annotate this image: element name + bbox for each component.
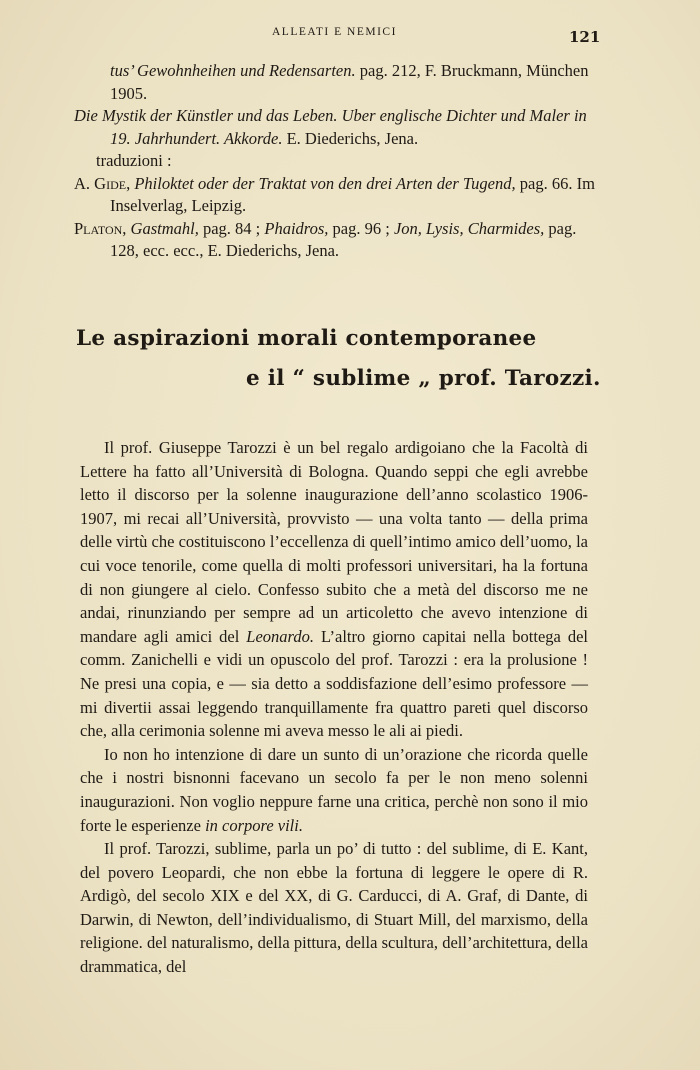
bib-details: pag. 128, ecc. ecc., E. Diederichs, Jena.	[110, 218, 577, 260]
paragraph-2	[80, 743, 588, 837]
bib-title: Gastmahl,	[130, 218, 199, 238]
paragraph-text: L’altro giorno capitai nella bottega del comm. Zanichelli e vidi un opuscolo del prof. Tarozzi : era la prolusione ! Ne presi una copia, e — sia detto a soddisfazione dell’esimo professore — mi divertii assai leggendo tranquillamente fra quattro pareti quel discorso che, alla cerimonia solenne mi aveva messo le ali ai piedi.	[80, 626, 588, 741]
bib-details: pag. 96 ;	[328, 218, 394, 238]
italic-text: Leonardo.	[246, 626, 314, 646]
bib-details: E. Diederichs, Jena.	[282, 128, 419, 148]
paragraph-text: Io non ho intenzione di dare un sunto di un’orazione che ricorda quelle che i nostri bisnonni facevano un secolo fa per le non meno solenni inaugurazioni. Non voglio neppure farne una critica, perchè non sono il mio forte le esperienze	[80, 744, 588, 835]
section-title-line-2: e il “ sublime „ prof. Tarozzi.	[246, 366, 601, 391]
article-body	[80, 436, 588, 979]
running-title: ALLEATI E NEMICI	[272, 26, 397, 38]
bib-entry-4	[74, 218, 598, 263]
paragraph-1	[80, 436, 588, 743]
section-title-line-1: Le aspirazioni morali contemporanee	[76, 326, 537, 351]
bib-details: pag. 212, F. Bruckmann, München 1905.	[110, 61, 589, 103]
bib-entry-1	[74, 60, 598, 105]
bib-title: Jon, Lysis, Charmides,	[393, 218, 545, 238]
translations-label: traduzioni :	[96, 151, 172, 170]
bib-entry-3	[74, 173, 598, 218]
bib-entry-2	[74, 105, 598, 150]
italic-text: in corpore vili.	[205, 815, 303, 835]
bib-title: Die Mystik der Künstler und das Leben. Uber englische Dichter und Maler in 19. Jahrhundert. Akkorde.	[74, 106, 587, 148]
paragraph-text: Il prof. Giuseppe Tarozzi è un bel regalo ardigoiano che la Facoltà di Lettere ha fatto all’Università di Bologna. Quando seppi che egli avrebbe letto il discorso per la solenne inaugurazione dell’anno scolastico 1906-1907, mi recai all’Università, provvisto — una volta tanto — della prima delle virtù che costituiscono l’eccellenza di quell’intimo amico dell’uomo, la cui voce tenorile, come quella di molti professori universitari, ha la fortuna di non giungere al cielo. Confesso subito che a metà del discorso me ne andai, rinunziando per sempre ad un articoletto che avevo intenzione di mandare agli amici del	[80, 438, 588, 646]
bib-author: A. Gide,	[74, 173, 131, 193]
bib-author: Platon,	[74, 218, 127, 238]
page-number: 121	[569, 28, 601, 46]
bib-title: tus’ Gewohnheihen und Redensarten.	[110, 61, 356, 80]
bib-details: pag. 84 ;	[198, 218, 265, 238]
bib-title: Philoktet oder der Traktat von den drei Arten der Tugend,	[134, 173, 516, 193]
paragraph-3: Il prof. Tarozzi, sublime, parla un po’ di tutto : del sublime, di E. Kant, del povero Leopardi, che non ebbe la fortuna di leggere le opere di R. Ardigò, del secolo XIX e del XX, di G. Carducci, di A. Graf, di Dante, di Darwin, di Newton, dell’individualismo, di Stuart Mill, del marxismo, della religione. del naturalismo, della pittura, della scultura, dell’architettura, della drammatica, del	[80, 839, 588, 977]
bib-details: pag. 66. Im Inselverlag, Leipzig.	[110, 173, 595, 215]
bibliography	[74, 60, 598, 263]
bib-title: Phaidros,	[264, 218, 329, 238]
